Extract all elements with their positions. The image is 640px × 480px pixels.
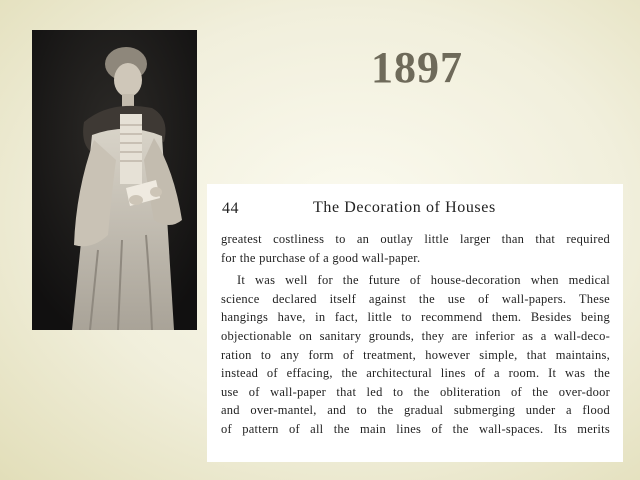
- text-line: It was well for the future of house-decoration when medical: [237, 273, 610, 288]
- text-line: objectionable on sanitary grounds, they are inferior as a wall-deco-: [221, 328, 610, 343]
- portrait-photo: [32, 30, 197, 330]
- text-line: ration to any form of treatment, however simple, that maintains,: [221, 347, 610, 362]
- page-body-text: [221, 230, 610, 439]
- text-line: science declared itself against the use of wall-papers. These: [221, 291, 610, 306]
- text-line: use of wall-paper that led to the obliteration of the over-door: [221, 384, 610, 399]
- year-heading: 1897: [371, 43, 463, 92]
- text-line: for the purchase of a good wall-paper.: [221, 250, 421, 265]
- text-line: greatest costliness to an outlay little larger than that required: [221, 232, 610, 246]
- text-line: and over-mantel, and to the gradual submerging under a flood: [221, 403, 610, 418]
- page-number: 44: [222, 200, 239, 217]
- text-line: instead of effacing, the architectural lines of a room. It was the: [221, 366, 610, 381]
- woman-reading-portrait: [32, 30, 197, 330]
- text-line: hangings have, in fact, little to recommend them. Besides being: [221, 310, 610, 325]
- running-title: The Decoration of Houses: [313, 199, 496, 216]
- text-line: of pattern of all the main lines of the wall-spaces. Its merits: [221, 421, 610, 436]
- book-page-scan: [207, 184, 623, 462]
- page-header: [221, 194, 610, 230]
